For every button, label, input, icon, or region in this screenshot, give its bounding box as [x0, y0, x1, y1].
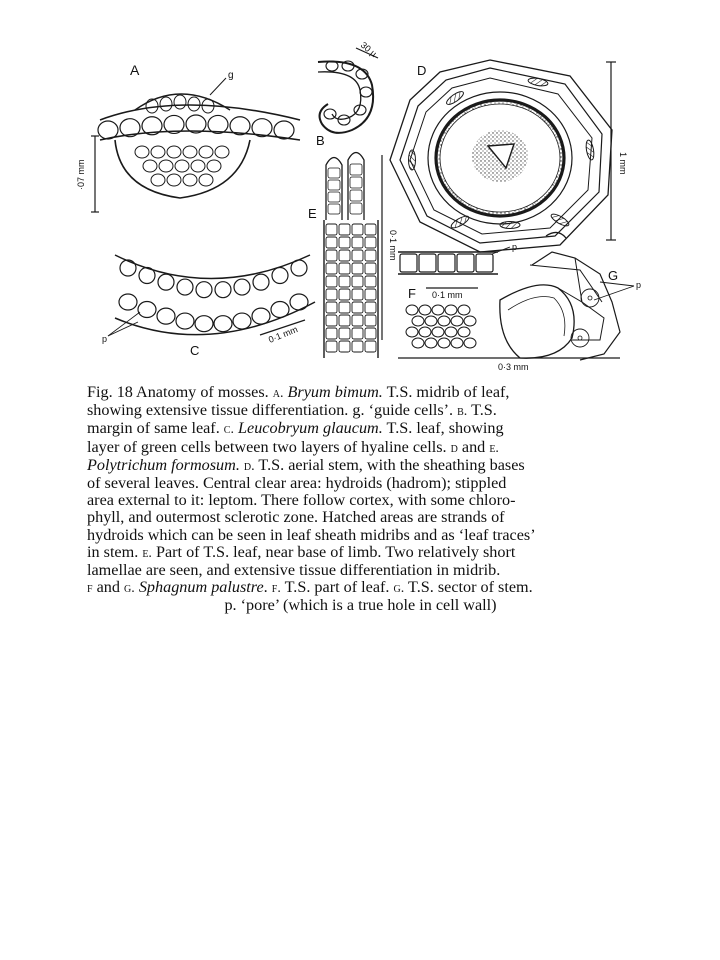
- cell-outline: [339, 237, 350, 248]
- caption-text: p. ‘pore’ (which is a true hole in cell wall): [224, 596, 497, 615]
- cell-outline: [324, 109, 336, 119]
- figure-illustration: [60, 40, 660, 380]
- scale-label-e: 0·1 mm: [388, 230, 398, 261]
- caption-text: T.S. aerial stem, with the sheathing bases: [254, 455, 525, 474]
- cell-outline: [175, 160, 189, 172]
- panel-reference: d.: [243, 458, 255, 474]
- panel-label-a: A: [130, 62, 140, 78]
- scale-label-c: 0·1 mm: [267, 324, 300, 345]
- cell-outline: [400, 254, 417, 272]
- cell-outline: [151, 146, 165, 158]
- caption-line: [87, 384, 634, 402]
- cell-outline: [425, 338, 437, 348]
- caption-text: T.S. leaf, showing: [382, 419, 504, 438]
- cell-outline: [167, 146, 181, 158]
- cell-outline: [352, 250, 363, 261]
- panel-label-g: G: [608, 268, 619, 283]
- cell-outline: [326, 328, 337, 339]
- caption-line: [87, 402, 634, 420]
- cell-outline: [350, 177, 362, 188]
- caption-line: [87, 544, 634, 562]
- caption-line: [87, 509, 634, 526]
- cell-outline: [326, 237, 337, 248]
- cell-outline: [191, 160, 205, 172]
- caption-text: Part of T.S. leaf, near base of limb. Two relatively short: [151, 542, 516, 561]
- cell-outline: [188, 97, 200, 111]
- caption-text: hydroids which can be seen in leaf sheath midribs and as ‘leaf traces’: [87, 525, 536, 544]
- cell-outline: [183, 146, 197, 158]
- caption-text: Fig. 18 Anatomy of mosses.: [87, 383, 273, 401]
- caption-line: [87, 420, 634, 438]
- cell-outline: [98, 121, 118, 139]
- scale-label-b: 30 µ: [358, 40, 379, 59]
- leaf-trace-strand: [450, 214, 471, 230]
- panel-label-b: B: [316, 133, 325, 148]
- cell-outline: [339, 328, 350, 339]
- cell-outline: [290, 294, 308, 310]
- caption-line: [87, 597, 634, 614]
- cell-outline: [406, 305, 418, 315]
- cell-outline: [199, 174, 213, 186]
- leaf-trace-strand: [585, 140, 595, 161]
- species-name: Polytrichum formosum.: [87, 455, 240, 474]
- caption-text: .: [263, 578, 272, 597]
- cell-outline: [215, 146, 229, 158]
- cell-outline: [352, 302, 363, 313]
- cell-outline: [445, 327, 457, 337]
- cell-outline: [365, 328, 376, 339]
- figure-caption: [87, 384, 634, 615]
- cell-outline: [339, 341, 350, 352]
- cell-outline: [234, 279, 250, 295]
- cell-outline: [352, 328, 363, 339]
- panel-reference: e.: [489, 440, 499, 456]
- caption-line: [87, 457, 634, 475]
- cell-outline: [339, 224, 350, 235]
- cell-outline: [412, 338, 424, 348]
- cell-outline: [328, 168, 340, 178]
- cell-outline: [326, 302, 337, 313]
- cell-outline: [139, 268, 155, 284]
- panel-reference: g.: [393, 581, 405, 597]
- cell-outline: [425, 316, 437, 326]
- cell-outline: [419, 327, 431, 337]
- cell-outline: [253, 274, 269, 290]
- scale-label-g: 0·3 mm: [498, 362, 529, 372]
- cell-outline: [339, 315, 350, 326]
- panel-d-drawing: [390, 60, 612, 252]
- cell-outline: [177, 279, 193, 295]
- panel-label-f: F: [408, 286, 416, 301]
- cell-outline: [458, 305, 470, 315]
- cell-outline: [451, 338, 463, 348]
- cell-outline: [438, 316, 450, 326]
- cell-outline: [339, 250, 350, 261]
- panel-f-drawing: [398, 252, 498, 274]
- cell-outline: [352, 341, 363, 352]
- cell-outline: [196, 282, 212, 298]
- leaf-trace-strand: [500, 222, 520, 229]
- cell-outline: [157, 308, 175, 324]
- cell-outline: [457, 254, 474, 272]
- caption-text: T.S.: [467, 401, 497, 420]
- cell-outline: [138, 302, 156, 318]
- cell-outline: [350, 164, 362, 175]
- cell-outline: [274, 121, 294, 139]
- cell-outline: [464, 316, 476, 326]
- cell-outline: [326, 315, 337, 326]
- cell-outline: [419, 305, 431, 315]
- cell-outline: [271, 302, 289, 318]
- cell-outline: [365, 289, 376, 300]
- panel-reference: g.: [124, 581, 135, 597]
- cell-outline: [365, 263, 376, 274]
- caption-text: showing extensive tissue differentiation. g. ‘guide cells’.: [87, 401, 458, 420]
- cell-outline: [464, 338, 476, 348]
- cell-outline: [365, 315, 376, 326]
- panel-reference: f: [87, 581, 93, 597]
- cell-outline: [199, 146, 213, 158]
- caption-line: [87, 439, 634, 457]
- cell-outline: [208, 115, 228, 133]
- species-name: Leucobryum glaucum.: [238, 419, 383, 438]
- panel-reference: c.: [223, 422, 234, 438]
- cell-outline: [339, 263, 350, 274]
- cell-outline: [135, 146, 149, 158]
- caption-line: [87, 579, 634, 597]
- cell-outline: [159, 160, 173, 172]
- caption-text: lamellae are seen, and extensive tissue differentiation in midrib.: [87, 561, 501, 580]
- panel-a-drawing: [98, 94, 300, 198]
- cell-outline: [339, 302, 350, 313]
- leaf-trace-strand: [409, 150, 416, 170]
- cell-outline: [350, 190, 362, 201]
- cell-outline: [326, 263, 337, 274]
- scale-label-f: 0·1 mm: [432, 290, 463, 300]
- panel-c-drawing: [115, 255, 315, 335]
- cell-outline: [365, 341, 376, 352]
- cell-outline: [167, 174, 181, 186]
- cell-outline: [272, 268, 288, 284]
- cell-outline: [451, 316, 463, 326]
- caption-line: [87, 492, 634, 509]
- panel-reference: d: [450, 440, 458, 456]
- scale-label-d: 1 mm: [618, 152, 628, 175]
- cell-outline: [365, 250, 376, 261]
- cell-outline: [339, 289, 350, 300]
- panel-label-d: D: [417, 63, 427, 78]
- cell-outline: [146, 99, 158, 113]
- cell-outline: [365, 224, 376, 235]
- cell-outline: [365, 237, 376, 248]
- guide-cells-label: g: [228, 70, 234, 81]
- moss-anatomy-drawing: [60, 40, 660, 380]
- cell-outline: [419, 254, 436, 272]
- pore-label-c: p: [102, 334, 108, 344]
- cell-outline: [233, 313, 251, 329]
- cell-outline: [328, 180, 340, 190]
- cell-outline: [438, 254, 455, 272]
- caption-text: layer of green cells between two layers of hyaline cells.: [87, 437, 451, 456]
- panel-reference: a.: [272, 386, 284, 401]
- cell-outline: [119, 294, 137, 310]
- panel-e-drawing: [324, 153, 378, 359]
- cell-outline: [352, 315, 363, 326]
- cell-outline: [365, 276, 376, 287]
- cell-outline: [352, 276, 363, 287]
- cell-outline: [338, 115, 350, 125]
- cell-outline: [476, 254, 493, 272]
- cell-outline: [143, 160, 157, 172]
- cell-outline: [458, 327, 470, 337]
- leaf-trace-strand: [528, 77, 549, 87]
- panel-reference: e.: [142, 545, 152, 561]
- caption-text: T.S. part of leaf.: [280, 578, 394, 597]
- cell-outline: [350, 203, 362, 214]
- caption-text: T.S. midrib of leaf,: [382, 383, 510, 401]
- panel-label-c: C: [190, 343, 200, 358]
- cell-outline: [158, 274, 174, 290]
- species-name: Bryum bimum.: [287, 383, 383, 401]
- cell-outline: [352, 224, 363, 235]
- caption-line: [87, 475, 634, 492]
- cell-outline: [352, 263, 363, 274]
- cell-outline: [120, 260, 136, 276]
- caption-text: phyll, and outermost sclerotic zone. Hatched areas are strands of: [87, 508, 505, 527]
- cell-outline: [438, 338, 450, 348]
- cell-outline: [326, 224, 337, 235]
- pore-label-g: p: [636, 280, 642, 290]
- caption-text: margin of same leaf.: [87, 419, 224, 438]
- cell-outline: [326, 341, 337, 352]
- caption-text: and: [92, 578, 125, 597]
- caption-text: of several leaves. Central clear area: hydroids (hadrom); stippled: [87, 474, 507, 493]
- panel-reference: b.: [457, 404, 468, 420]
- caption-text: and: [457, 437, 490, 456]
- cell-outline: [215, 282, 231, 298]
- cell-outline: [326, 289, 337, 300]
- caption-line: [87, 562, 634, 579]
- cell-outline: [339, 276, 350, 287]
- cell-outline: [151, 174, 165, 186]
- pore-label-f: p: [512, 242, 518, 252]
- cell-outline: [412, 316, 424, 326]
- cell-outline: [445, 305, 457, 315]
- cell-outline: [214, 316, 232, 332]
- cell-outline: [291, 260, 307, 276]
- species-name: Sphagnum palustre: [138, 578, 264, 597]
- cell-outline: [328, 204, 340, 214]
- caption-text: T.S. sector of stem.: [404, 578, 533, 597]
- cell-outline: [183, 174, 197, 186]
- panel-label-e: E: [308, 206, 317, 221]
- cell-outline: [195, 316, 213, 332]
- caption-text: area external to it: leptom. There follow cortex, with some chloro-: [87, 491, 516, 510]
- cell-outline: [252, 119, 272, 137]
- cell-outline: [432, 305, 444, 315]
- caption-line: [87, 527, 634, 544]
- cell-outline: [432, 327, 444, 337]
- panel-b-drawing: [318, 61, 373, 133]
- cell-outline: [352, 289, 363, 300]
- cell-outline: [207, 160, 221, 172]
- caption-text: in stem.: [87, 542, 143, 561]
- panel-reference: f.: [271, 581, 281, 597]
- cell-outline: [360, 87, 372, 97]
- cell-outline: [252, 308, 270, 324]
- cell-outline: [326, 250, 337, 261]
- cell-outline: [326, 276, 337, 287]
- cell-outline: [230, 117, 250, 135]
- cell-outline: [365, 302, 376, 313]
- cell-outline: [160, 97, 172, 111]
- scale-label-a: ·07 mm: [76, 159, 86, 190]
- cell-outline: [174, 95, 186, 109]
- cell-outline: [352, 237, 363, 248]
- cell-outline: [328, 192, 340, 202]
- cell-outline: [406, 327, 418, 337]
- cell-outline: [176, 313, 194, 329]
